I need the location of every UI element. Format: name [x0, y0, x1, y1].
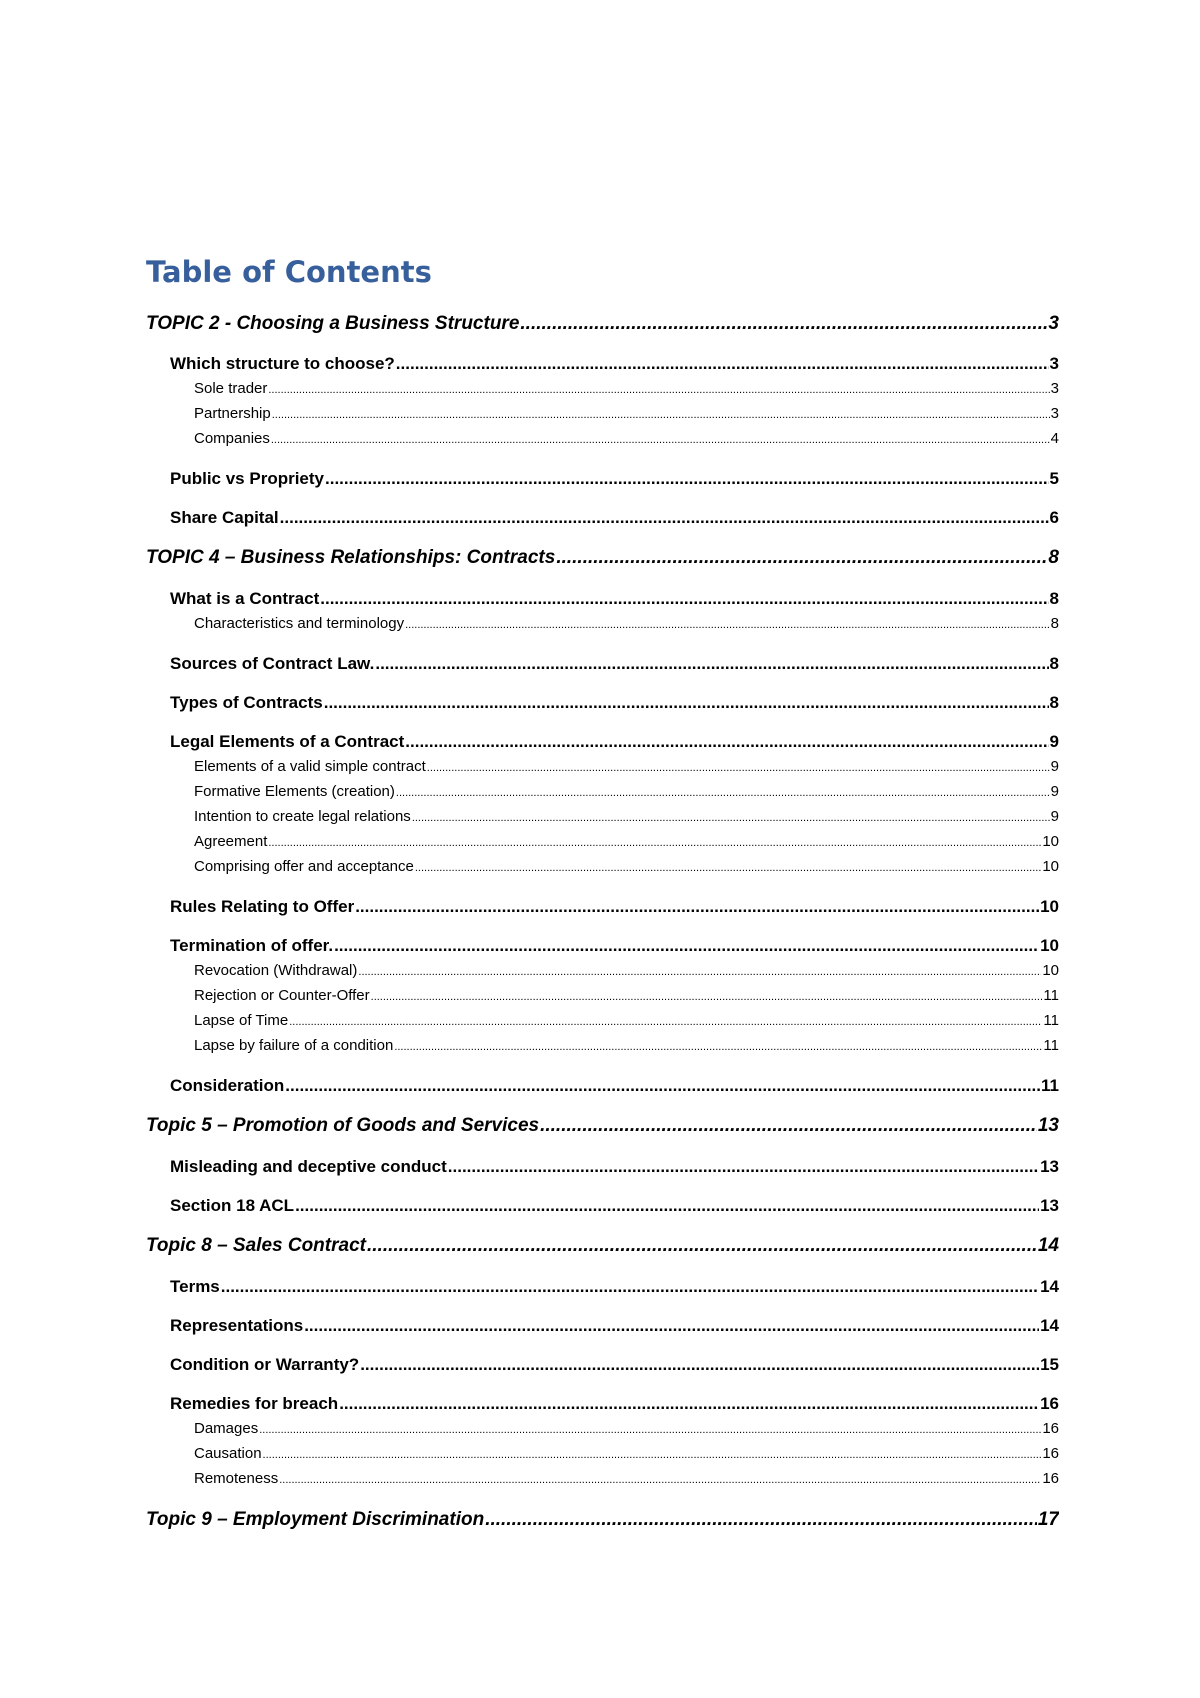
dot-leader — [259, 1418, 1041, 1440]
toc-entry[interactable] — [170, 934, 1059, 958]
toc-entry-text: Misleading and deceptive conduct — [170, 1157, 447, 1176]
toc-page-number: 5 — [1049, 469, 1059, 488]
dot-leader — [272, 403, 1050, 425]
toc-entry-text: Damages — [194, 1420, 259, 1437]
toc-entry-text: Share Capital — [170, 508, 279, 527]
toc-page-number: 11 — [1043, 987, 1059, 1004]
toc-entry[interactable] — [170, 352, 1059, 376]
dot-leader — [355, 895, 1039, 919]
toc-page-number: 16 — [1042, 1470, 1059, 1487]
toc-page-number: 16 — [1042, 1445, 1059, 1462]
toc-entry-text: Public vs Propriety — [170, 469, 324, 488]
toc-entry-text: Characteristics and terminology — [194, 615, 405, 632]
dot-leader — [221, 1275, 1039, 1299]
toc-entry[interactable] — [170, 587, 1059, 611]
toc-entry[interactable] — [194, 960, 1059, 982]
toc-entry-text: Condition or Warranty? — [170, 1355, 360, 1374]
toc-entry[interactable] — [194, 831, 1059, 853]
dot-leader — [285, 1074, 1040, 1098]
toc-page-number: 14 — [1040, 1316, 1059, 1335]
dot-leader — [405, 613, 1050, 635]
toc-entry[interactable] — [194, 1468, 1059, 1490]
toc-entry[interactable] — [194, 985, 1059, 1007]
dot-leader — [295, 1194, 1039, 1218]
toc-entry[interactable] — [194, 1418, 1059, 1440]
toc-page-number: 13 — [1040, 1157, 1059, 1176]
dot-leader — [279, 1468, 1041, 1490]
toc-entry-text: Remoteness — [194, 1470, 279, 1487]
toc-entry-topic-9[interactable] — [146, 1506, 1059, 1534]
toc-entry[interactable] — [194, 781, 1059, 803]
toc-entry-text: Consideration — [170, 1076, 285, 1095]
toc-page-number: 8 — [1048, 547, 1059, 568]
toc-entry-text: Sources of Contract Law. — [170, 654, 375, 673]
dot-leader — [405, 730, 1048, 754]
toc-page-number: 15 — [1040, 1355, 1059, 1374]
toc-page-number: 3 — [1050, 405, 1059, 422]
toc-page-number: 3 — [1048, 313, 1059, 334]
toc-entry-text: Lapse of Time — [194, 1012, 289, 1029]
toc-entry[interactable] — [194, 756, 1059, 778]
toc-page-number: 3 — [1049, 354, 1059, 373]
toc-entry[interactable] — [170, 1194, 1059, 1218]
dot-leader — [396, 781, 1050, 803]
toc-page-number: 3 — [1050, 380, 1059, 397]
toc-page-number: 14 — [1040, 1277, 1059, 1296]
toc-entry[interactable] — [170, 1353, 1059, 1377]
toc-entry-text: Section 18 ACL — [170, 1196, 295, 1215]
toc-page-number: 9 — [1049, 732, 1059, 751]
toc-entry[interactable] — [194, 378, 1059, 400]
toc-page-number: 10 — [1040, 897, 1059, 916]
toc-entry-text: Companies — [194, 430, 270, 447]
toc-entry-text: Causation — [194, 1445, 262, 1462]
dot-leader — [412, 806, 1050, 828]
dot-leader — [427, 756, 1050, 778]
toc-entry-topic-2[interactable] — [146, 310, 1059, 338]
dot-leader — [394, 1035, 1042, 1057]
toc-page-number: 17 — [1037, 1509, 1059, 1530]
toc-page-number: 11 — [1043, 1037, 1059, 1054]
toc-entry-text: Rejection or Counter-Offer — [194, 987, 370, 1004]
dot-leader — [448, 1155, 1039, 1179]
toc-page-number: 16 — [1042, 1420, 1059, 1437]
toc-entry[interactable] — [170, 652, 1059, 676]
toc-entry-topic-8[interactable] — [146, 1232, 1059, 1260]
toc-entry-text: Legal Elements of a Contract — [170, 732, 405, 751]
toc-entry-text: Elements of a valid simple contract — [194, 758, 426, 775]
toc-entry[interactable] — [194, 1010, 1059, 1032]
toc-entry-text: Terms — [170, 1277, 220, 1296]
toc-entry[interactable] — [194, 1443, 1059, 1465]
dot-leader — [520, 310, 1047, 338]
dot-leader — [334, 934, 1039, 958]
toc-page-number: 13 — [1040, 1196, 1059, 1215]
toc-entry-text: Sole trader — [194, 380, 268, 397]
toc-entry[interactable] — [170, 1314, 1059, 1338]
toc-entry-text: Rules Relating to Offer — [170, 897, 355, 916]
toc-entry[interactable] — [170, 1074, 1059, 1098]
dot-leader — [271, 428, 1050, 450]
toc-entry-text: Agreement — [194, 833, 268, 850]
dot-leader — [263, 1443, 1042, 1465]
toc-entry-text: Which structure to choose? — [170, 354, 395, 373]
toc-page-number: 8 — [1050, 615, 1059, 632]
toc-entry-text: Representations — [170, 1316, 304, 1335]
dot-leader — [485, 1506, 1037, 1534]
toc-page-number: 10 — [1042, 833, 1059, 850]
dot-leader — [371, 985, 1043, 1007]
toc-entry[interactable] — [194, 428, 1059, 450]
toc-page-number: 9 — [1050, 758, 1059, 775]
toc-entry[interactable] — [170, 1155, 1059, 1179]
toc-page-number: 8 — [1049, 589, 1059, 608]
toc-title: Table of Contents — [146, 255, 432, 289]
dot-leader — [268, 831, 1041, 853]
toc-entry[interactable] — [170, 1392, 1059, 1416]
dot-leader — [289, 1010, 1042, 1032]
toc-page-number: 14 — [1037, 1235, 1059, 1256]
toc-entry-text: Partnership — [194, 405, 271, 422]
toc-page-number: 16 — [1040, 1394, 1059, 1413]
toc-page-number: 6 — [1049, 508, 1059, 527]
toc-page-number: 10 — [1042, 962, 1059, 979]
toc-entry-text: Comprising offer and acceptance — [194, 858, 414, 875]
dot-leader — [358, 960, 1041, 982]
toc-page-number: 10 — [1042, 858, 1059, 875]
toc-entry-text: Topic 5 – Promotion of Goods and Services — [146, 1115, 540, 1136]
toc-entry-topic-4[interactable] — [146, 544, 1059, 572]
toc-entry-text: Revocation (Withdrawal) — [194, 962, 358, 979]
toc-entry[interactable] — [170, 691, 1059, 715]
dot-leader — [280, 506, 1049, 530]
dot-leader — [415, 856, 1041, 878]
dot-leader — [324, 691, 1049, 715]
toc-entry[interactable] — [194, 613, 1059, 635]
toc-entry-topic-5[interactable] — [146, 1112, 1059, 1140]
toc-page-number: 4 — [1050, 430, 1059, 447]
dot-leader — [556, 544, 1047, 572]
toc-page-number: 10 — [1040, 936, 1059, 955]
toc-entry-text: What is a Contract — [170, 589, 320, 608]
dot-leader — [396, 352, 1049, 376]
toc-entry[interactable] — [170, 895, 1059, 919]
toc-entry-text: Intention to create legal relations — [194, 808, 411, 825]
toc-entry-text: Remedies for breach — [170, 1394, 339, 1413]
toc-entry[interactable] — [194, 856, 1059, 878]
toc-entry-text: Topic 9 – Employment Discrimination — [146, 1509, 485, 1530]
toc-entry[interactable] — [194, 1035, 1059, 1057]
toc-entry[interactable] — [170, 730, 1059, 754]
toc-entry-text: Formative Elements (creation) — [194, 783, 395, 800]
toc-entry-text: TOPIC 4 – Business Relationships: Contracts — [146, 547, 556, 568]
toc-entry[interactable] — [170, 467, 1059, 491]
dot-leader — [540, 1112, 1037, 1140]
dot-leader — [339, 1392, 1039, 1416]
dot-leader — [304, 1314, 1039, 1338]
toc-entry-text: Termination of offer. — [170, 936, 334, 955]
toc-entry[interactable] — [194, 403, 1059, 425]
dot-leader — [320, 587, 1048, 611]
toc-page-number: 13 — [1037, 1115, 1059, 1136]
toc-page-number: 8 — [1049, 693, 1059, 712]
toc-page-number: 8 — [1049, 654, 1059, 673]
dot-leader — [367, 1232, 1037, 1260]
toc-page-number: 9 — [1050, 808, 1059, 825]
dot-leader — [360, 1353, 1039, 1377]
toc-entry[interactable] — [170, 506, 1059, 530]
toc-page-number: 9 — [1050, 783, 1059, 800]
dot-leader — [268, 378, 1049, 400]
toc-page-number: 11 — [1043, 1012, 1059, 1029]
toc-entry-text: TOPIC 2 - Choosing a Business Structure — [146, 313, 520, 334]
toc-entry[interactable] — [194, 806, 1059, 828]
toc-entry[interactable] — [170, 1275, 1059, 1299]
dot-leader — [325, 467, 1049, 491]
toc-entry-text: Lapse by failure of a condition — [194, 1037, 394, 1054]
dot-leader — [375, 652, 1048, 676]
toc-page-number: 11 — [1041, 1076, 1059, 1095]
toc-entry-text: Topic 8 – Sales Contract — [146, 1235, 366, 1256]
toc-entry-text: Types of Contracts — [170, 693, 323, 712]
